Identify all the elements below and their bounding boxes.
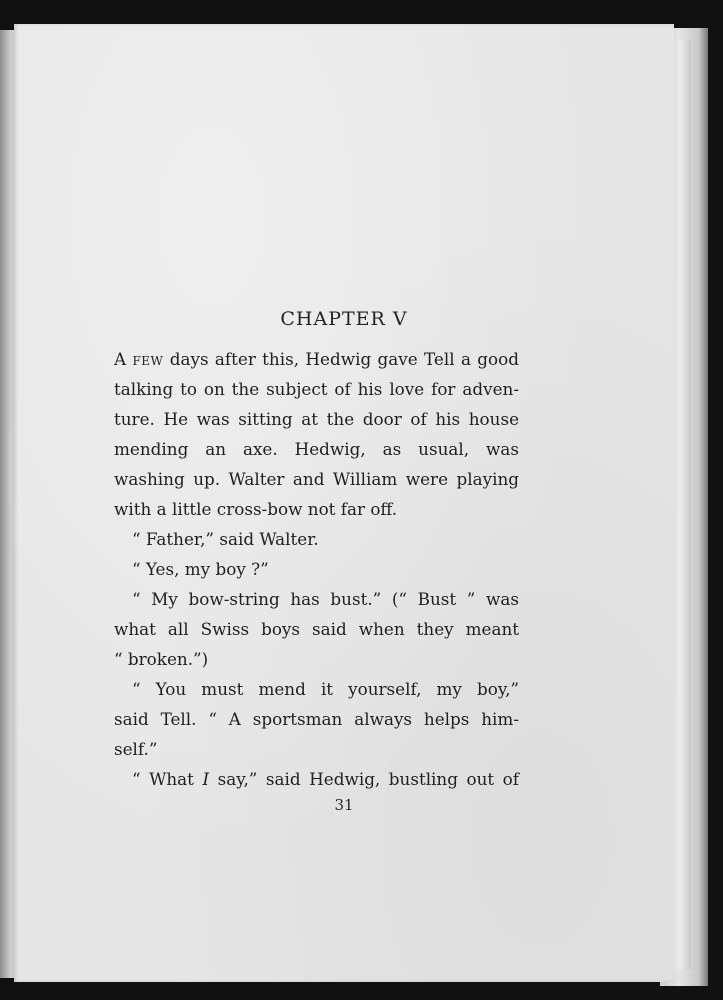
- book-page: [14, 24, 674, 982]
- line-text: days after this, Hedwig gave Tell a good: [163, 349, 519, 369]
- text-line-11: “ broken.”): [114, 649, 209, 669]
- text-line-5: washing up. Walter and William were playing: [114, 469, 519, 489]
- text-line-12: “ You must mend it yourself, my boy,”: [132, 679, 519, 699]
- text-line-7: “ Father,” said Walter.: [132, 529, 319, 549]
- text-line-13: said Tell. “ A sportsman always helps him-: [114, 709, 519, 729]
- body-text: [114, 344, 519, 794]
- line-post: say,” said Hedwig, bustling out of: [209, 769, 519, 789]
- text-line-9: “ My bow-string has bust.” (“ Bust ” was: [132, 589, 519, 609]
- text-line-2: talking to on the subject of his love for adven-: [114, 379, 519, 399]
- line-lead: A: [114, 349, 133, 369]
- page-number: 31: [334, 796, 354, 814]
- text-line-1: [114, 344, 519, 374]
- text-line-8: “ Yes, my boy ?”: [132, 559, 269, 579]
- text-line-10: what all Swiss boys said when they meant: [114, 619, 519, 639]
- italic-word: I: [202, 769, 210, 789]
- text-line-4: mending an axe. Hedwig, as usual, was: [114, 439, 519, 459]
- text-line-15: [114, 764, 519, 794]
- text-line-3: ture. He was sitting at the door of his house: [114, 409, 519, 429]
- line-pre: “ What: [132, 769, 203, 789]
- chapter-title: CHAPTER V: [280, 308, 408, 330]
- text-line-14: self.”: [114, 739, 158, 759]
- text-line-6: with a little cross-bow not far off.: [114, 499, 398, 519]
- smallcaps-word: few: [132, 349, 164, 369]
